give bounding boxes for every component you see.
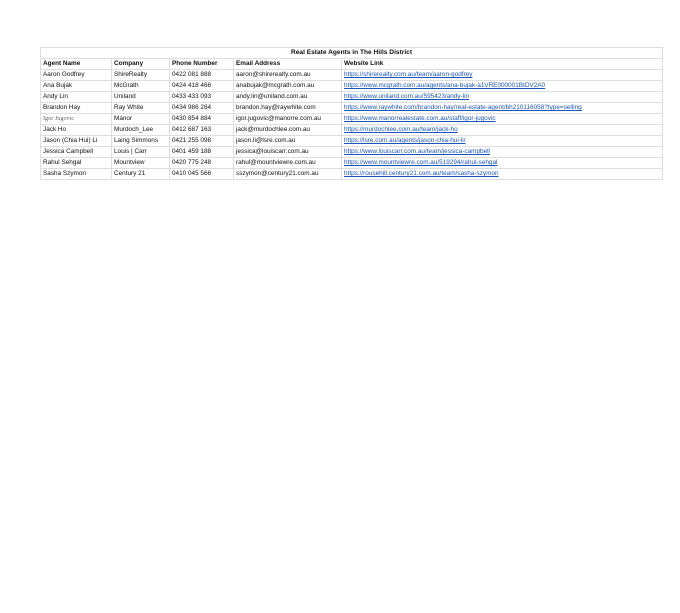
phone-cell: 0401 459 188: [170, 147, 234, 158]
agent-name-cell: Jack Ho: [41, 125, 112, 136]
agent-name-cell: Igor Jugovic: [41, 114, 112, 125]
email-cell: anabujak@mcgrath.com.au: [234, 81, 342, 92]
company-cell: Murdoch_Lee: [112, 125, 170, 136]
phone-cell: 0410 045 566: [170, 169, 234, 180]
email-cell: brandon.hay@raywhite.com: [234, 103, 342, 114]
table-row: [41, 136, 663, 147]
website-link[interactable]: https://murdochlee.com.au/team/jack-ho: [342, 125, 663, 136]
table-row: [41, 147, 663, 158]
website-link[interactable]: https://www.uniland.com.au/595423/andy-lin: [342, 92, 663, 103]
phone-cell: 0430 854 884: [170, 114, 234, 125]
website-link[interactable]: https://www.mountviewre.com.au/519294/rahul-sehgal: [342, 158, 663, 169]
table-row: [41, 125, 663, 136]
email-cell: jack@murdochlee.com.au: [234, 125, 342, 136]
company-cell: Mountview: [112, 158, 170, 169]
email-cell: igor.jugovic@manorre.com.au: [234, 114, 342, 125]
email-cell: sszymon@century21.com.au: [234, 169, 342, 180]
agent-name-cell: Jessica Campbell: [41, 147, 112, 158]
agent-name-cell: Sasha Szymon: [41, 169, 112, 180]
phone-cell: 0424 418 466: [170, 81, 234, 92]
table-row: [41, 103, 663, 114]
table-row: [41, 70, 663, 81]
company-cell: Louis | Carr: [112, 147, 170, 158]
agent-name-cell: Jason (Chia Hui) Li: [41, 136, 112, 147]
table-row: [41, 81, 663, 92]
phone-cell: 0434 986 284: [170, 103, 234, 114]
agent-name-cell: Andy Lin: [41, 92, 112, 103]
table-row: [41, 114, 663, 125]
agent-name-cell: Ana Bujak: [41, 81, 112, 92]
header-row: [41, 59, 663, 70]
company-cell: Uniland: [112, 92, 170, 103]
email-cell: jason.li@lsre.com.au: [234, 136, 342, 147]
agent-name-cell: Rahul Sehgal: [41, 158, 112, 169]
table-row: [41, 169, 663, 180]
header-phone-number: Phone Number: [170, 59, 234, 70]
company-cell: McGrath: [112, 81, 170, 92]
email-cell: andy.lin@uniland.com.au: [234, 92, 342, 103]
title-row: [41, 48, 663, 59]
sheet-title: Real Estate Agents in The Hills District: [41, 48, 663, 59]
phone-cell: 0422 081 888: [170, 70, 234, 81]
phone-cell: 0433 433 093: [170, 92, 234, 103]
website-link[interactable]: https://www.louiscarr.com.au/team/jessica-campbell: [342, 147, 663, 158]
website-link[interactable]: https://www.mcgrath.com.au/agents/ana-bujak-a1VRE000001BtDV2A0: [342, 81, 663, 92]
agent-name-cell: Aaron Godfrey: [41, 70, 112, 81]
website-link[interactable]: https://rousehill.century21.com.au/team/sasha-szymon: [342, 169, 663, 180]
agents-table: [40, 47, 663, 180]
website-link[interactable]: https://lsre.com.au/agents/jason-chia-hui-li/: [342, 136, 663, 147]
website-link[interactable]: https://shirerealty.com.au/team/aaron-godfrey: [342, 70, 663, 81]
header-company: Company: [112, 59, 170, 70]
phone-cell: 0420 775 248: [170, 158, 234, 169]
phone-cell: 0412 687 163: [170, 125, 234, 136]
company-cell: Laing Simmons: [112, 136, 170, 147]
header-email-address: Email Address: [234, 59, 342, 70]
company-cell: ShireRealty: [112, 70, 170, 81]
header-website-link: Website Link: [342, 59, 663, 70]
table-row: [41, 158, 663, 169]
table-row: [41, 92, 663, 103]
company-cell: Century 21: [112, 169, 170, 180]
email-cell: rahul@mountviewre.com.au: [234, 158, 342, 169]
email-cell: jessica@louiscarr.com.au: [234, 147, 342, 158]
phone-cell: 0421 255 098: [170, 136, 234, 147]
company-cell: Manor: [112, 114, 170, 125]
agent-name-cell: Brandon Hay: [41, 103, 112, 114]
email-cell: aaron@shirerealty.com.au: [234, 70, 342, 81]
website-link[interactable]: https://www.raywhite.com/brandon-hay/real-estate-agent/bh210116058?type=selling: [342, 103, 663, 114]
header-agent-name: Agent Name: [41, 59, 112, 70]
website-link[interactable]: https://www.manorrealestate.com.au/staff/igor-jugovic: [342, 114, 663, 125]
company-cell: Ray White: [112, 103, 170, 114]
